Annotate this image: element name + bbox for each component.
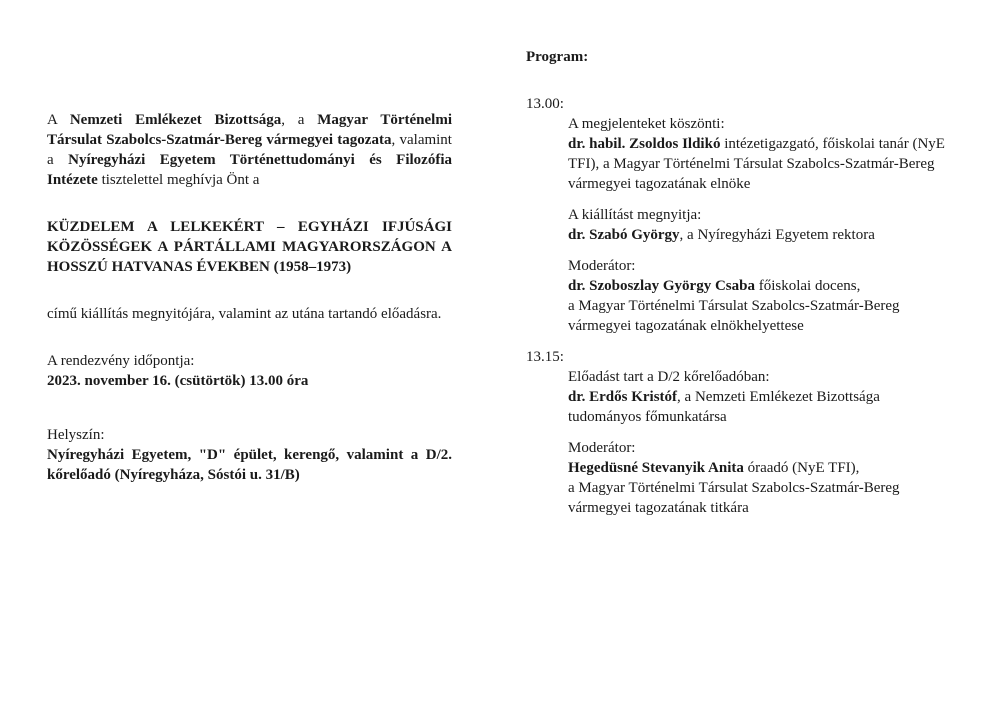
mod2-desc2: a Magyar Történelmi Társulat Szabolcs-Szatmár-Bereg vármegyei tagozatának titkára [568,480,900,516]
welcome-text [568,134,946,194]
organizer-nemzeti: Nemzeti Emlékezet Bizottsága [69,112,282,128]
invitation-intro [47,110,452,190]
lecture-name: dr. Erdős Kristóf [568,389,678,405]
open-text [568,225,946,245]
intro-text: , valamint a [47,132,452,168]
time-slot-1: 13.00: [526,96,564,112]
exhibition-title: KÜZDELEM A LELKEKÉRT – EGYHÁZI IFJÚSÁGI KÖZÖSSÉGEK A PÁRTÁLLAMI MAGYARORSZÁGON A HOSSZÚ HATVANAS ÉVEKBEN (1958–1973) [47,219,452,275]
program-moderator-1 [568,256,946,336]
lecture-label: Előadást tart a D/2 kőrelőadóban: [568,369,770,385]
date-label: A rendezvény időpontja: [47,353,195,369]
welcome-name: dr. habil. Zsoldos Ildikó [568,136,721,152]
venue-value: Nyíregyházi Egyetem, "D" épület, kerengő, valamint a D/2. kőrelőadó (Nyíregyháza, Sóstói u. 31/B) [47,447,452,483]
mod2-line [568,458,946,478]
time-slot-2: 13.15: [526,349,564,365]
intro-text: A [47,112,58,128]
open-name: dr. Szabó György [568,227,680,243]
lecture-desc: , a Nemzeti Emlékezet Bizottsága tudományos főmunkatársa [568,389,880,425]
program-lecture [568,367,946,427]
mod2-name: Hegedüsné Stevanyik Anita [568,460,744,476]
program-heading: Program: [526,49,589,65]
mod2-desc1: óraadó (NyE TFI), [743,460,860,476]
program-column [526,47,946,518]
lecture-text [568,387,946,427]
after-title-text: című kiállítás megnyitójára, valamint az utána tartandó előadásra. [47,306,442,322]
venue-label: Helyszín: [47,427,105,443]
date-value: 2023. november 16. (csütörtök) 13.00 óra [47,373,309,389]
organizer-tortenelmi: Magyar Történelmi Társulat Szabolcs-Szatmár-Bereg vármegyei tagozata [47,112,452,148]
welcome-label: A megjelenteket köszönti: [568,116,725,132]
intro-text: tisztelettel meghívja Önt a [97,172,260,188]
organizer-egyetem: Nyíregyházi Egyetem Történettudományi és Filozófia Intézete [47,152,452,188]
mod2-label: Moderátor: [568,440,636,456]
intro-text: , a [281,112,305,128]
welcome-desc: intézetigazgató, főiskolai tanár (NyE TFI), a Magyar Történelmi Társulat Szabolcs-Szatmár-Bereg vármegyei tagozatának elnöke [568,136,945,192]
open-desc: , a Nyíregyházi Egyetem rektora [679,227,875,243]
invitation-column [47,110,452,485]
mod1-line [568,276,946,296]
open-label: A kiállítást megnyitja: [568,207,702,223]
program-moderator-2 [568,438,946,518]
program-welcome [568,114,946,194]
program-opening [568,205,946,245]
mod1-name: dr. Szoboszlay György Csaba [568,278,755,294]
mod1-label: Moderátor: [568,258,636,274]
mod1-desc2: a Magyar Történelmi Társulat Szabolcs-Szatmár-Bereg vármegyei tagozatának elnökhelyettese [568,298,900,334]
mod1-desc1: főiskolai docens, [754,278,861,294]
